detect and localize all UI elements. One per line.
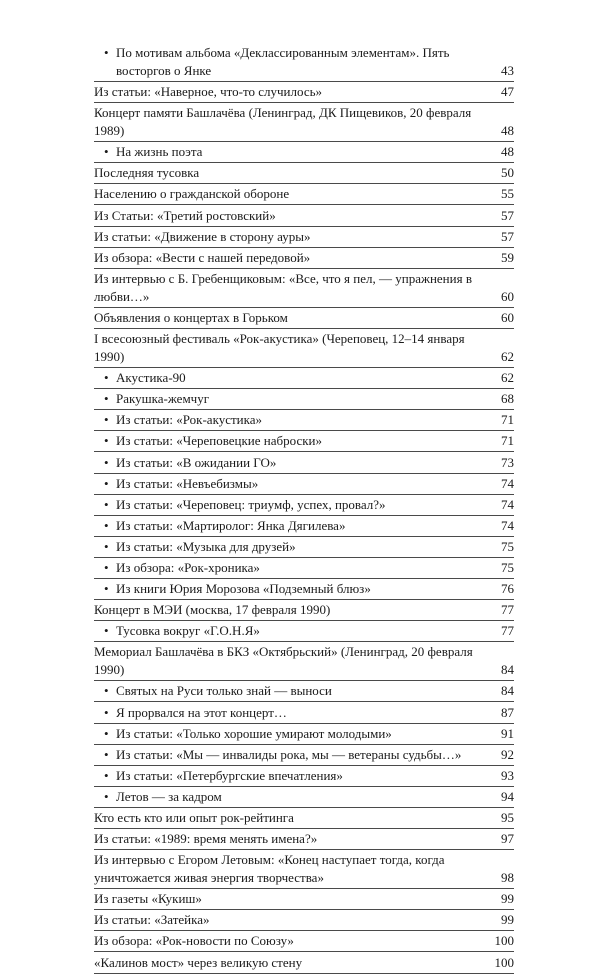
entry-title: • Из статьи: «Мартиролог: Янка Дягилева» <box>94 517 486 535</box>
toc-subentry <box>94 538 514 558</box>
entry-title: Мемориал Башлачёва в БКЗ «Октябрьский» (Ленинград, 20 февраля 1990) <box>94 644 473 678</box>
entry-page-number: 59 <box>501 249 514 265</box>
entry-page-number: 75 <box>501 538 514 554</box>
entry-title: • Из статьи: «Череповецкие наброски» <box>94 432 486 450</box>
entry-title: Из газеты «Кукиш» <box>94 891 202 907</box>
toc-entry <box>94 104 514 142</box>
toc-entry <box>94 851 514 889</box>
entry-title: Из статьи: «Наверное, что-то случилось» <box>94 84 323 100</box>
toc-subentry <box>94 44 514 82</box>
entry-page-number: 74 <box>501 496 514 512</box>
toc-subentry <box>94 496 514 516</box>
toc-subentry <box>94 767 514 787</box>
entry-title: • Летов — за кадром <box>94 788 486 806</box>
toc-entry <box>94 228 514 248</box>
entry-title: Концерт памяти Башлачёва (Ленинград, ДК Пищевиков, 20 февраля 1989) <box>94 105 472 139</box>
entry-page-number: 91 <box>501 725 514 741</box>
entry-title: Населению о гражданской обороне <box>94 186 290 202</box>
entry-title: Из статьи: «Движение в сторону ауры» <box>94 228 311 244</box>
toc-entry <box>94 83 514 103</box>
toc-subentry <box>94 580 514 600</box>
entry-page-number: 74 <box>501 517 514 533</box>
entry-title: • Святых на Руси только знай — выноси <box>94 682 486 700</box>
toc-subentry <box>94 725 514 745</box>
table-of-contents <box>94 44 514 975</box>
entry-page-number: 87 <box>501 704 514 720</box>
entry-title: Концерт в МЭИ (москва, 17 февраля 1990) <box>94 602 331 618</box>
toc-entry <box>94 890 514 910</box>
toc-subentry <box>94 517 514 537</box>
entry-page-number: 50 <box>501 165 514 181</box>
entry-title: Последняя тусовка <box>94 165 200 181</box>
entry-page-number: 73 <box>501 454 514 470</box>
entry-page-number: 57 <box>501 207 514 223</box>
entry-page-number: 62 <box>501 370 514 386</box>
entry-title: • Тусовка вокруг «Г.О.Н.Я» <box>94 622 486 640</box>
toc-subentry <box>94 454 514 474</box>
entry-page-number: 75 <box>501 559 514 575</box>
entry-title: • Из статьи: «Рок-акустика» <box>94 411 486 429</box>
toc-subentry <box>94 411 514 431</box>
toc-subentry <box>94 432 514 452</box>
entry-page-number: 57 <box>501 228 514 244</box>
entry-title: Из интервью с Б. Гребенщиковым: «Все, что я пел, — упражнения в любви…» <box>94 270 472 304</box>
entry-page-number: 92 <box>501 746 514 762</box>
entry-page-number: 48 <box>501 144 514 160</box>
entry-title: • Из статьи: «Петербургские впечатления» <box>94 767 486 785</box>
entry-title: • Из обзора: «Рок-хроника» <box>94 559 486 577</box>
toc-entry <box>94 601 514 621</box>
toc-entry <box>94 207 514 227</box>
toc-subentry <box>94 788 514 808</box>
entry-title: Из статьи: «Затейка» <box>94 912 210 928</box>
toc-entry <box>94 830 514 850</box>
entry-title: • Из статьи: «В ожидании ГО» <box>94 454 486 472</box>
entry-title: Объявления о концертах в Горьком <box>94 309 288 325</box>
toc-entry <box>94 270 514 308</box>
entry-page-number: 71 <box>501 412 514 428</box>
entry-page-number: 48 <box>501 123 514 139</box>
toc-entry <box>94 643 514 681</box>
entry-page-number: 74 <box>501 475 514 491</box>
toc-entry <box>94 249 514 269</box>
entry-page-number: 100 <box>494 933 514 949</box>
entry-page-number: 47 <box>501 84 514 100</box>
toc-subentry <box>94 390 514 410</box>
toc-subentry <box>94 622 514 642</box>
entry-page-number: 71 <box>501 433 514 449</box>
toc-entry <box>94 164 514 184</box>
entry-title: Из обзора: «Вести с нашей передовой» <box>94 249 311 265</box>
entry-title: • Из статьи: «Мы — инвалиды рока, мы — ветераны судьбы…» <box>94 746 486 764</box>
entry-title: «Калинов мост» через великую стену <box>94 954 303 970</box>
entry-title: • Из статьи: «Музыка для друзей» <box>94 538 486 556</box>
entry-title: • На жизнь поэта <box>94 143 486 161</box>
toc-entry <box>94 809 514 829</box>
entry-title: Из интервью с Егором Летовым: «Конец наступает тогда, когда уничтожается живая энергия творчества» <box>94 852 445 886</box>
entry-page-number: 60 <box>501 309 514 325</box>
entry-page-number: 84 <box>501 683 514 699</box>
entry-page-number: 76 <box>501 581 514 597</box>
entry-title: • Из книги Юрия Морозова «Подземный блюз» <box>94 580 486 598</box>
entry-title: • Ракушка-жемчуг <box>94 390 486 408</box>
entry-page-number: 77 <box>501 602 514 618</box>
entry-title: Из Статьи: «Третий ростовский» <box>94 207 276 223</box>
toc-entry <box>94 954 514 974</box>
entry-page-number: 95 <box>501 810 514 825</box>
entry-page-number: 100 <box>494 954 514 970</box>
entry-page-number: 93 <box>501 767 514 783</box>
entry-title: Из обзора: «Рок-новости по Союзу» <box>94 933 294 949</box>
toc-subentry <box>94 682 514 702</box>
entry-page-number: 60 <box>501 288 514 304</box>
entry-title: • Акустика-90 <box>94 369 486 387</box>
toc-entry <box>94 911 514 931</box>
entry-title: • По мотивам альбома «Деклассированным элементам». Пять восторгов о Янке <box>94 44 486 80</box>
entry-title: • Я прорвался на этот концерт… <box>94 704 486 722</box>
entry-page-number: 43 <box>501 63 514 78</box>
entry-title: • Из статьи: «Череповец: триумф, успех, провал?» <box>94 496 486 514</box>
entry-page-number: 68 <box>501 391 514 407</box>
toc-subentry <box>94 369 514 389</box>
entry-title: I всесоюзный фестиваль «Рок-акустика» (Череповец, 12–14 января 1990) <box>94 331 465 365</box>
entry-page-number: 84 <box>501 662 514 678</box>
toc-subentry <box>94 143 514 163</box>
entry-page-number: 97 <box>501 831 514 847</box>
toc-entry <box>94 185 514 205</box>
entry-page-number: 77 <box>501 623 514 639</box>
entry-title: • Из статьи: «Невъебизмы» <box>94 475 486 493</box>
toc-subentry <box>94 559 514 579</box>
entry-page-number: 99 <box>501 891 514 907</box>
toc-subentry <box>94 704 514 724</box>
entry-page-number: 62 <box>501 349 514 365</box>
entry-page-number: 98 <box>501 870 514 886</box>
toc-entry <box>94 932 514 952</box>
entry-page-number: 94 <box>501 788 514 804</box>
entry-page-number: 99 <box>501 912 514 928</box>
toc-subentry <box>94 475 514 495</box>
entry-title: • Из статьи: «Только хорошие умирают молодыми» <box>94 725 486 743</box>
entry-page-number: 55 <box>501 186 514 202</box>
toc-entry <box>94 309 514 329</box>
toc-entry <box>94 330 514 368</box>
entry-title: Из статьи: «1989: время менять имена?» <box>94 831 318 847</box>
entry-title: Кто есть кто или опыт рок-рейтинга <box>94 810 294 825</box>
toc-subentry <box>94 746 514 766</box>
